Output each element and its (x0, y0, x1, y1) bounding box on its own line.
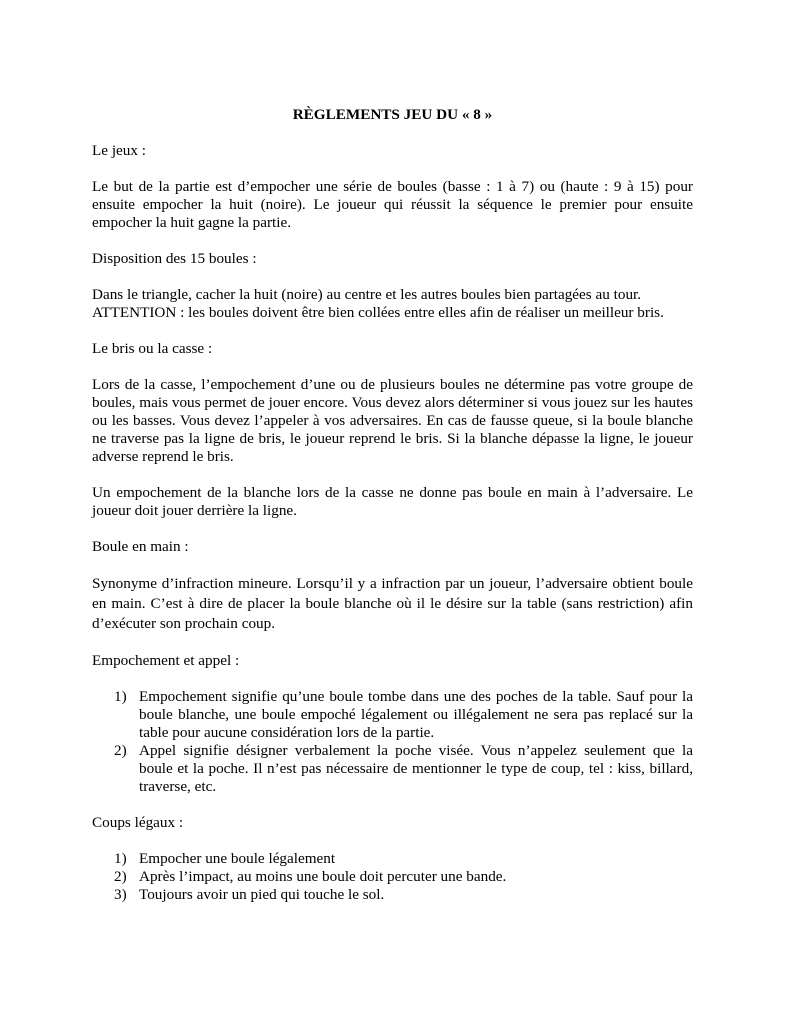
list-item (92, 886, 693, 904)
list-item (92, 742, 693, 796)
paragraph-synonyme: Synonyme d’infraction mineure. Lorsqu’il y a infraction par un joueur, l’adversaire obtient boule en main. C’est à dire de placer la boule blanche où il le désire sur la table (sans restriction) afin d’exécuter son prochain coup. (92, 575, 693, 632)
document-page (92, 106, 693, 922)
paragraph-but-de-la-partie: Le but de la partie est d’empocher une série de boules (basse : 1 à 7) ou (haute : 9 à 15) pour ensuite empocher la huit (noire). Le joueur qui réussit la séquence le premier pour ensuite empocher la huit gagne la partie. (92, 178, 693, 231)
section-heading-coups-legaux: Coups légaux : (92, 814, 184, 831)
paragraph-empochement-blanche: Un empochement de la blanche lors de la casse ne donne pas boule en main à l’adversaire. Le joueur doit jouer derrière la ligne. (92, 484, 693, 519)
list-item (92, 688, 693, 742)
section-heading-disposition: Disposition des 15 boules : (92, 250, 257, 267)
list-item-number: 3) (114, 886, 127, 903)
list-item-number: 1) (114, 688, 127, 705)
list-item (92, 850, 693, 868)
list-item-number: 1) (114, 850, 127, 867)
list-coups-legaux (92, 850, 693, 904)
section-heading-empochement-appel: Empochement et appel : (92, 652, 240, 669)
section-heading-le-jeux: Le jeux : (92, 142, 146, 159)
list-empochement-appel (92, 688, 693, 796)
list-item-text: Après l’impact, au moins une boule doit percuter une bande. (139, 868, 507, 885)
paragraph-triangle: Dans le triangle, cacher la huit (noire) au centre et les autres boules bien partagées au tour. (92, 286, 642, 303)
list-item-text: Appel signifie désigner verbalement la poche visée. Vous n’appelez seulement que la boule et la poche. Il n’est pas nécessaire de mentionner le type de coup, tel : kiss, billard, traverse, etc. (139, 742, 693, 795)
document-title: RÈGLEMENTS JEU DU « 8 » (292, 106, 493, 123)
list-item-text: Toujours avoir un pied qui touche le sol. (139, 886, 385, 903)
paragraph-attention: ATTENTION : les boules doivent être bien collées entre elles afin de réaliser un meilleur bris. (92, 304, 664, 321)
paragraph-lors-de-la-casse: Lors de la casse, l’empochement d’une ou de plusieurs boules ne détermine pas votre groupe de boules, mais vous permet de jouer encore. Vous devez alors déterminer si vous jouez sur les hautes ou les basses. Vous devez l’appeler à vos adversaires. En cas de fausse queue, si la boule blanche ne traverse pas la ligne de bris, le joueur reprend le bris. Si la blanche dépasse la ligne, le joueur adverse reprend le bris. (92, 376, 693, 465)
list-item-text: Empocher une boule légalement (139, 850, 336, 867)
section-heading-le-bris: Le bris ou la casse : (92, 340, 213, 357)
list-item-number: 2) (114, 742, 127, 759)
list-item-number: 2) (114, 868, 127, 885)
list-item-text: Empochement signifie qu’une boule tombe dans une des poches de la table. Sauf pour la boule blanche, une boule empoché légalement ou illégalement ne sera pas replacé sur la table pour aucune considération lors de la partie. (139, 688, 693, 741)
list-item (92, 868, 693, 886)
section-heading-boule-en-main: Boule en main : (92, 538, 189, 555)
